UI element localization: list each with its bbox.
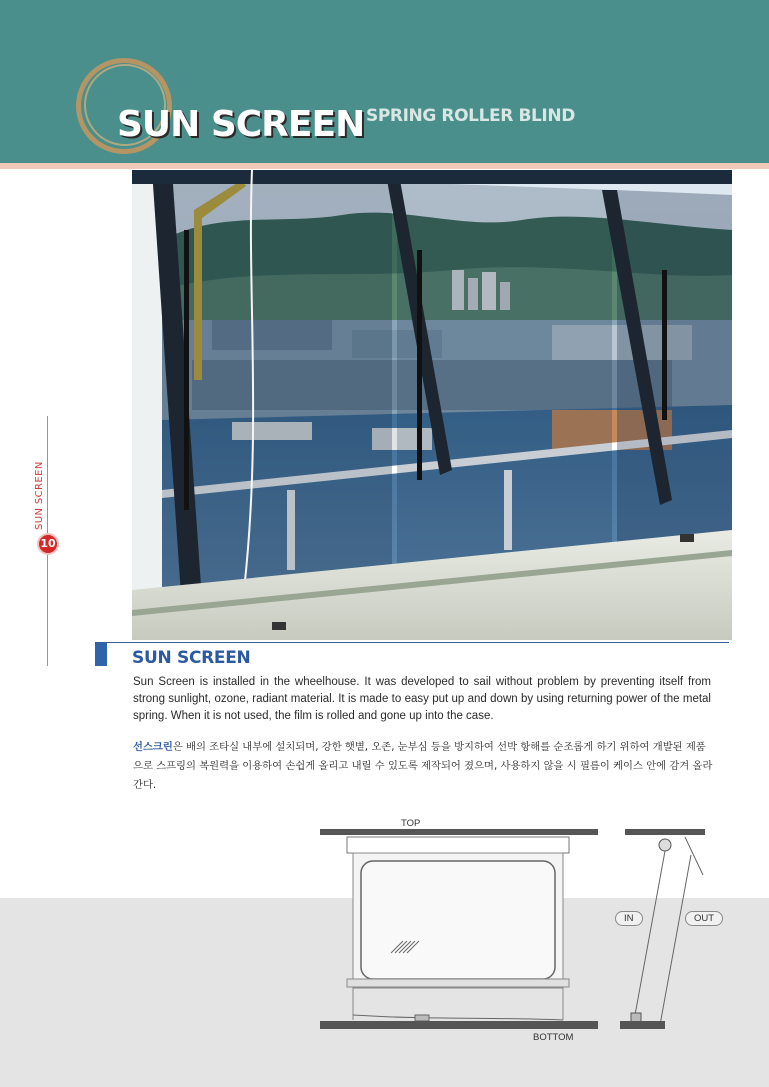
header-stripe bbox=[0, 163, 769, 169]
section-title: SUN SCREEN bbox=[132, 648, 251, 668]
diagram-top-label: TOP bbox=[401, 818, 421, 829]
diagram-drawing bbox=[315, 815, 745, 1047]
description-korean bbox=[133, 738, 713, 795]
section-rule bbox=[95, 642, 729, 643]
korean-term: 선스크린 bbox=[133, 741, 173, 753]
diagram-bottom-label: BOTTOM bbox=[533, 1032, 574, 1043]
diagram-out-label: OUT bbox=[685, 911, 723, 926]
section-accent-bar bbox=[95, 643, 107, 666]
installation-diagram bbox=[315, 815, 745, 1047]
page-subtitle: SPRING ROLLER BLIND bbox=[366, 106, 575, 126]
page-number-badge: 10 bbox=[37, 533, 59, 555]
side-tab-label: SUN SCREEN bbox=[34, 461, 45, 530]
wheelhouse-photo bbox=[132, 170, 732, 640]
diagram-in-label: IN bbox=[615, 911, 643, 926]
description-english: Sun Screen is installed in the wheelhouse. It was developed to sail without problem by preventing itself from strong sunlight, ozone, radiant material. It is made to easy put up and down by using returning power of the metal spring. When it is not used, the film is rolled and gone up into the case. bbox=[133, 676, 711, 722]
page-title: SUN SCREEN bbox=[117, 104, 365, 145]
korean-body: 은 배의 조타실 내부에 설치되며, 강한 햇볕, 오존, 눈부심 등을 방지하여 선박 항해를 순조롭게 하기 위하여 개발된 제품으로 스프링의 복원력을 이용하여 손쉽게 올리고 내릴 수 있도록 제작되어 졌으며, 사용하지 않을 시 필름이 케이스 안에 감겨 올라간다. bbox=[133, 741, 713, 791]
